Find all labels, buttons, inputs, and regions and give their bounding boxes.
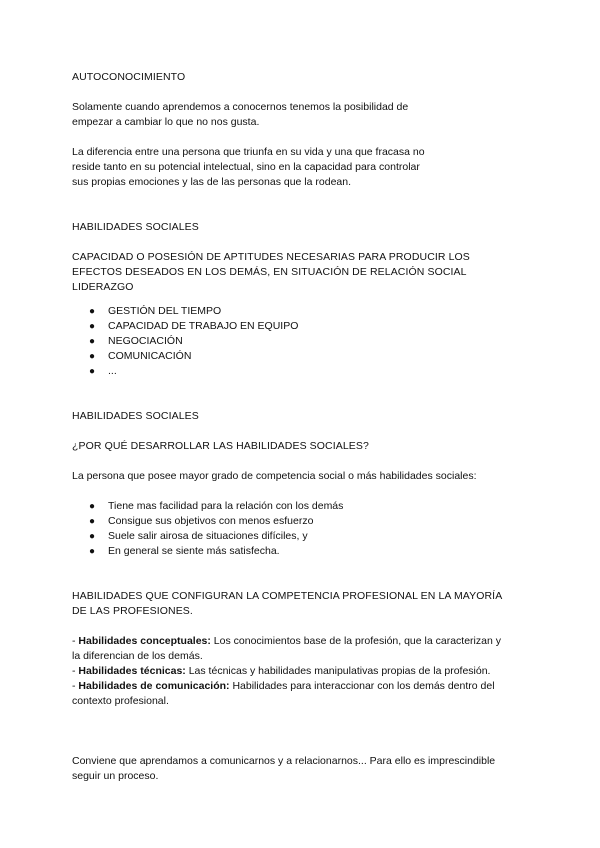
- bullet-icon: ●: [89, 336, 96, 347]
- title-habilidades-sociales: HABILIDADES SOCIALES: [72, 221, 199, 233]
- paragraph-line: empezar a cambiar lo que no nos gusta.: [72, 116, 260, 128]
- skills-list: [72, 304, 540, 379]
- skill-tecnica: - Habilidades técnicas: Las técnicas y habilidades manipulativas propias de la profesión.: [72, 665, 491, 677]
- paragraph-line: reside tanto en su potencial intelectual, sino en la capacidad para controlar: [72, 161, 420, 173]
- bullet-icon: ●: [89, 531, 96, 542]
- list-item: ● Consigue sus objetivos con menos esfuerzo: [89, 515, 314, 527]
- bullet-icon: ●: [89, 366, 96, 377]
- intro-text: La persona que posee mayor grado de competencia social o más habilidades sociales:: [72, 470, 477, 482]
- definition-line: CAPACIDAD O POSESIÓN DE APTITUDES NECESARIAS PARA PRODUCIR LOS: [72, 251, 470, 263]
- list-item: ● GESTIÓN DEL TIEMPO: [89, 305, 222, 317]
- bullet-icon: ●: [89, 516, 96, 527]
- paragraph-line: La diferencia entre una persona que triunfa en su vida y una que fracasa no: [72, 146, 425, 158]
- bullet-icon: ●: [89, 546, 96, 557]
- list-item: ● NEGOCIACIÓN: [89, 335, 183, 347]
- benefits-list: [72, 499, 540, 559]
- paragraph-line: sus propias emociones y las de las personas que la rodean.: [72, 176, 351, 188]
- closing-line: Conviene que aprendamos a comunicarnos y a relacionarnos... Para ello es imprescindible: [72, 755, 496, 767]
- bullet-icon: ●: [89, 321, 96, 332]
- list-item: ● COMUNICACIÓN: [89, 350, 192, 362]
- skill-comunicacion-cont: contexto profesional.: [72, 695, 169, 707]
- list-item: ● CAPACIDAD DE TRABAJO EN EQUIPO: [89, 320, 299, 332]
- title-habilidades-sociales-2: HABILIDADES SOCIALES: [72, 410, 199, 422]
- paragraph-line: Solamente cuando aprendemos a conocernos tenemos la posibilidad de: [72, 101, 409, 113]
- title-autoconocimiento: AUTOCONOCIMIENTO: [72, 71, 186, 83]
- list-item: ● Tiene mas facilidad para la relación con los demás: [89, 500, 344, 512]
- list-item: ● ...: [89, 365, 117, 377]
- definition-line: LIDERAZGO: [72, 281, 134, 293]
- skill-comunicacion: - Habilidades de comunicación: Habilidades para interaccionar con los demás dentro del: [72, 680, 495, 692]
- question-heading: ¿POR QUÉ DESARROLLAR LAS HABILIDADES SOCIALES?: [72, 440, 369, 452]
- list-item: ● Suele salir airosa de situaciones difíciles, y: [89, 530, 308, 542]
- bullet-icon: ●: [89, 351, 96, 362]
- closing-line: seguir un proceso.: [72, 770, 159, 782]
- competencia-heading: DE LAS PROFESIONES.: [72, 605, 193, 617]
- competencia-heading: HABILIDADES QUE CONFIGURAN LA COMPETENCIA PROFESIONAL EN LA MAYORÍA: [72, 590, 503, 602]
- definition-line: EFECTOS DESEADOS EN LOS DEMÁS, EN SITUACIÓN DE RELACIÓN SOCIAL: [72, 266, 467, 278]
- skill-conceptual-cont: la diferencian de los demás.: [72, 650, 203, 662]
- bullet-icon: ●: [89, 501, 96, 512]
- skill-conceptual: - Habilidades conceptuales: Los conocimientos base de la profesión, que la caracterizan y: [72, 635, 501, 647]
- list-item: ● En general se siente más satisfecha.: [89, 545, 280, 557]
- bullet-icon: ●: [89, 306, 96, 317]
